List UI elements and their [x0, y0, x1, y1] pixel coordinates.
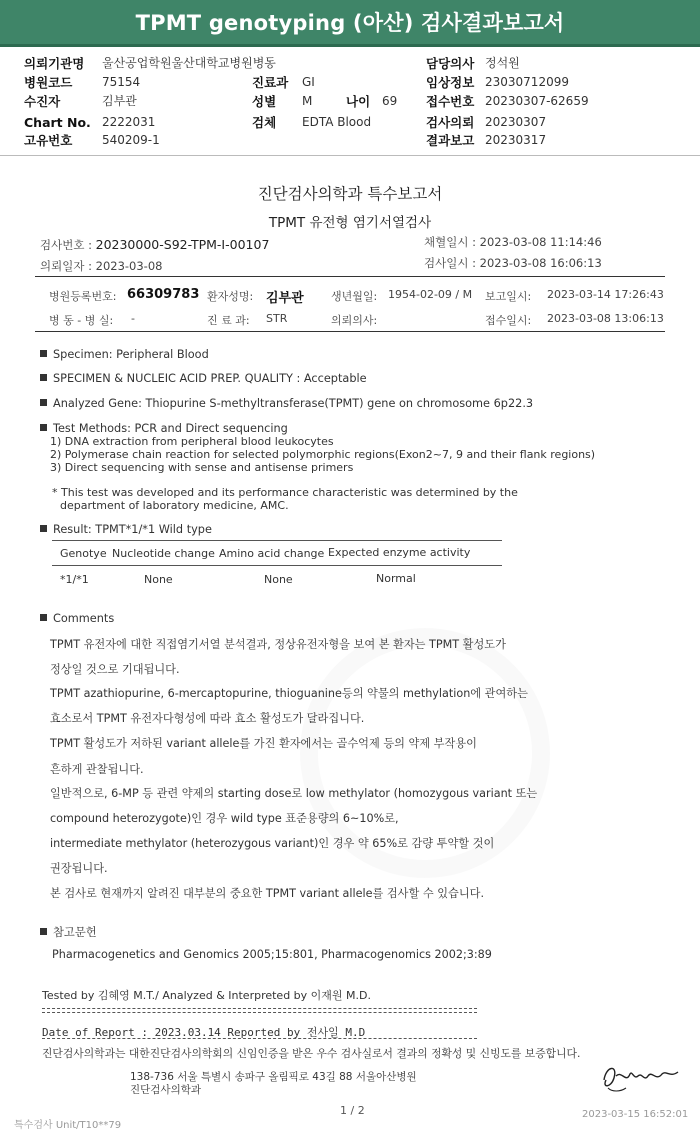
test-no-value: 20230000-S92-TPM-I-00107: [95, 237, 270, 252]
comment-line: TPMT azathiopurine, 6-mercaptopurine, thioguanine등의 약물의 methylation에 관여하는: [50, 687, 528, 700]
institution-value: 울산공업학원울산대학교병원병동: [102, 56, 276, 70]
ward-label: 병 동 - 병 실:: [49, 314, 114, 327]
clinical-info-label: 임상정보: [426, 75, 475, 90]
unique-id-value: 540209-1: [102, 133, 160, 147]
result-line: Result: TPMT*1/*1 Wild type: [53, 523, 212, 536]
age-label: 나이: [346, 94, 371, 109]
references-title: 참고문헌: [53, 926, 97, 939]
department-label: 진료과: [252, 75, 289, 90]
comment-line: 일반적으로, 6-MP 등 관련 약제의 starting dose로 low methylator (homozygous variant 또는: [50, 787, 538, 800]
department-value: GI: [302, 75, 315, 89]
address-line: 138-736 서울 특별시 송파구 올림픽로 43길 88 서울아산병원: [130, 1071, 417, 1083]
request-date-label: 검사의뢰: [426, 115, 475, 130]
result-header-enzyme: Expected enzyme activity: [328, 546, 471, 559]
hospital-code-label: 병원코드: [24, 75, 73, 90]
patient-name-label: 수진자: [24, 94, 61, 109]
report-time-label: 보고일시:: [485, 290, 532, 303]
dob-value: 1954-02-09 / M: [388, 288, 473, 301]
result-cell-nucleotide: None: [144, 573, 173, 586]
bullet-square-icon: [40, 399, 47, 406]
result-date-value: 20230317: [485, 133, 547, 147]
method-item: 2) Polymerase chain reaction for selected polymorphic regions(Exon2~7, 9 and their flank regions): [50, 448, 596, 461]
referring-doctor-label: 의뢰의사:: [331, 314, 378, 327]
comment-line: 흔하게 관찰됩니다.: [50, 763, 144, 776]
note-line-1: * This test was developed and its performance characteristic was determined by the: [52, 486, 518, 499]
chart-no-label: Chart No.: [24, 115, 91, 130]
analyzed-gene-line: Analyzed Gene: Thiopurine S-methyltransferase(TPMT) gene on chromosome 6p22.3: [53, 397, 534, 410]
dob-label: 생년월일:: [331, 290, 378, 303]
specimen-line: Specimen: Peripheral Blood: [53, 348, 209, 361]
result-header-amino: Amino acid change: [219, 547, 325, 560]
report-banner-title: TPMT genotyping (아산) 검사결과보고서: [0, 0, 700, 47]
footer-unit: 특수검사 Unit/T10**79: [14, 1120, 122, 1131]
reg-no-label: 병원등록번호:: [49, 290, 117, 303]
dept-label: 진 료 과:: [207, 314, 250, 327]
report-time-value: 2023-03-14 17:26:43: [547, 288, 664, 301]
references-line: Pharmacogenetics and Genomics 2005;15:801, Pharmacogenomics 2002;3:89: [52, 948, 492, 961]
bullet-square-icon: [40, 350, 47, 357]
comment-line: TPMT 활성도가 저하된 variant allele를 가진 환자에서는 골수억제 등의 약제 부작용이: [50, 737, 477, 750]
age-value: 69: [382, 94, 398, 108]
result-header-nucleotide: Nucleotide change: [112, 547, 215, 560]
dashed-divider: [42, 1038, 477, 1039]
bullet-square-icon: [40, 374, 47, 381]
bullet-square-icon: [40, 525, 47, 532]
request-date-value: 20230307: [485, 115, 547, 129]
watermark-seal: [254, 582, 596, 924]
exam-time: 검사일시 : 2023-03-08 16:06:13: [424, 256, 602, 270]
patient-info-table: [35, 276, 665, 332]
report-title: 진단검사의학과 특수보고서: [257, 185, 443, 203]
method-item: 3) Direct sequencing with sense and antisense primers: [50, 461, 354, 474]
result-header-genotype: Genotye: [60, 547, 107, 560]
bullet-square-icon: [40, 424, 47, 431]
sex-value: M: [302, 94, 313, 108]
comment-line: 정상일 것으로 기대됩니다.: [50, 663, 180, 676]
dashed-divider: [42, 1008, 477, 1009]
footer-timestamp: 2023-03-15 16:52:01: [582, 1109, 689, 1120]
quality-line: SPECIMEN & NUCLEIC ACID PREP. QUALITY : Acceptable: [53, 372, 367, 385]
receipt-no-value: 20230307-62659: [485, 94, 589, 108]
test-methods-title: Test Methods: PCR and Direct sequencing: [53, 422, 288, 435]
result-date-label: 결과보고: [426, 133, 475, 148]
page-indicator: 1 / 2: [340, 1104, 365, 1117]
chart-no-value: 2222031: [102, 115, 156, 129]
header-divider: [0, 155, 700, 156]
receipt-time-value: 2023-03-08 13:06:13: [547, 312, 664, 325]
request-info-header: [0, 52, 700, 152]
dashed-divider: [42, 1012, 477, 1013]
clinical-info-value: 23030712099: [485, 75, 569, 89]
date-of-report-line: Date of Report : 2023.03.14 Reported by 전사일 M.D: [42, 1026, 366, 1039]
result-cell-enzyme: Normal: [376, 572, 416, 585]
institution-label: 의뢰기관명: [24, 56, 85, 71]
result-table: [52, 538, 502, 588]
sex-label: 성별: [252, 94, 277, 109]
comment-line: TPMT 유전자에 대한 직접염기서열 분석결과, 정상유전자형을 보여 본 환자는 TPMT 활성도가: [50, 638, 506, 651]
patient-name-value-2: 김부관: [266, 291, 304, 306]
bullet-square-icon: [40, 614, 47, 621]
hospital-code-value: 75154: [102, 75, 141, 89]
doctor-label: 담당의사: [426, 56, 475, 71]
patient-name-label-2: 환자성명:: [207, 290, 254, 303]
tested-by-line: Tested by 김혜영 M.T./ Analyzed & Interpreted by 이재원 M.D.: [42, 989, 371, 1002]
doctor-value: 정석원: [485, 56, 520, 70]
comment-line: 권장됩니다.: [50, 862, 108, 875]
note-line-2: department of laboratory medicine, AMC.: [60, 499, 289, 512]
certification-line: 진단검사의학과는 대한진단검사의학회의 신임인증을 받은 우수 검사실로서 결과의 정확성 및 신빙도를 보증합니다.: [42, 1047, 581, 1060]
comments-title: Comments: [53, 612, 115, 625]
dept-value: STR: [266, 312, 288, 325]
result-cell-amino: None: [264, 573, 293, 586]
receipt-no-label: 접수번호: [426, 94, 475, 109]
comment-line: 효소로서 TPMT 유전자다형성에 따라 효소 활성도가 달라집니다.: [50, 712, 365, 725]
receipt-time-label: 접수일시:: [485, 314, 532, 327]
request-date-line: 의뢰일자 : 2023-03-08: [40, 259, 163, 273]
comment-line: intermediate methylator (heterozygous variant)인 경우 약 65%로 감량 투약할 것이: [50, 837, 495, 850]
bullet-square-icon: [40, 928, 47, 935]
test-no-label: 검사번호 :: [40, 238, 92, 252]
collection-time: 채혈일시 : 2023-03-08 11:14:46: [424, 235, 602, 249]
report-subtitle: TPMT 유전형 염기서열검사: [268, 215, 432, 231]
comment-line: 본 검사로 현재까지 알려진 대부분의 중요한 TPMT variant allele를 검사할 수 있습니다.: [50, 887, 484, 900]
dept-line: 진단검사의학과: [130, 1084, 202, 1096]
result-cell-genotype: *1/*1: [60, 573, 89, 586]
unique-id-label: 고유번호: [24, 133, 73, 148]
signature-image: [596, 1058, 686, 1098]
method-item: 1) DNA extraction from peripheral blood leukocytes: [50, 435, 334, 448]
ward-value: -: [131, 312, 135, 325]
reg-no-value: 66309783: [127, 287, 200, 302]
scanned-report: [0, 158, 700, 1139]
comment-line: compound heterozygote)인 경우 wild type 표준용량의 6~10%로,: [50, 812, 399, 825]
patient-name-value: 김부관: [102, 94, 137, 108]
specimen-label: 검체: [252, 115, 277, 130]
specimen-value: EDTA Blood: [302, 115, 372, 129]
